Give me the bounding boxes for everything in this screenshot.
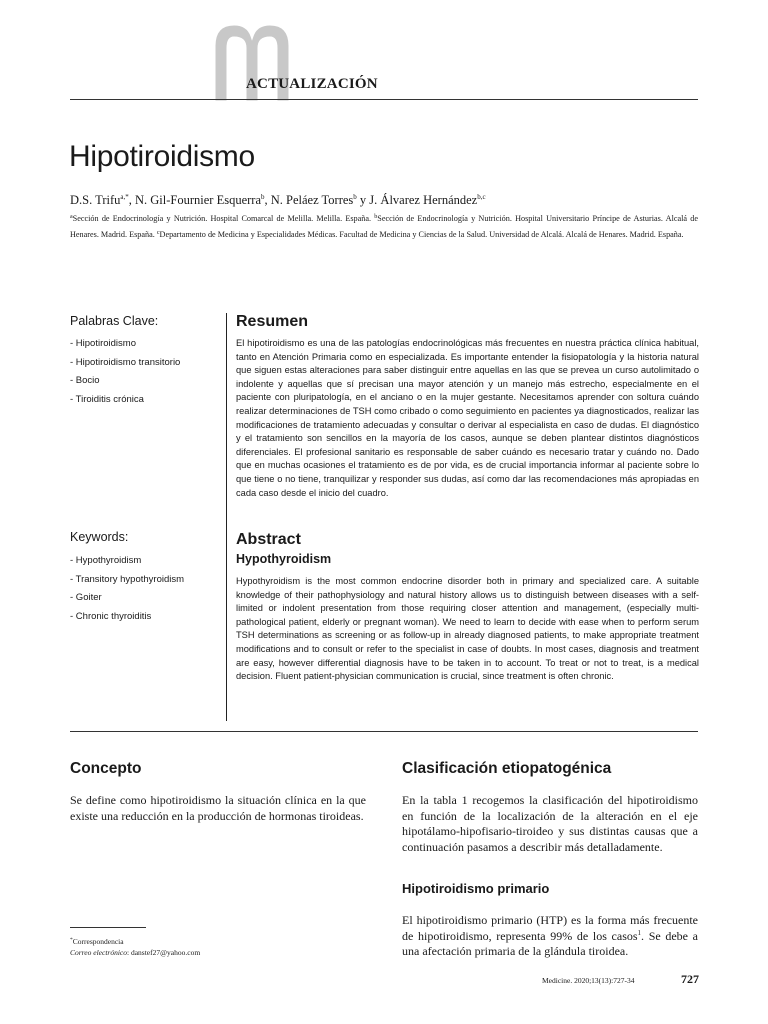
author-affiliation-marker: b	[261, 193, 265, 201]
section-label: ACTUALIZACIÓN	[246, 76, 378, 92]
keywords-es-heading: Palabras Clave:	[70, 314, 159, 328]
citation-ref: 1	[637, 928, 642, 937]
hp-text-part2: . Se debe a una afectación primaria de la glándula tiroidea.	[402, 928, 698, 959]
footnote-correspondence	[70, 937, 124, 946]
column-divider	[226, 313, 227, 721]
hipotiroidismo-primario-heading: Hipotiroidismo primario	[402, 881, 550, 896]
author-affiliation-marker: b	[353, 193, 357, 201]
footnote-divider	[70, 927, 146, 928]
author-name: N. Peláez Torres	[270, 193, 354, 207]
author-name: N. Gil-Fournier Esquerra	[134, 193, 261, 207]
resumen-text: El hipotiroidismo es una de las patologías endocrinológicas más frecuentes en nuestra práctica clínica habitual, tanto en Atención Primaria como en especializada. Es importante entender la fisiopatología y la historia natural que siguen estas alteraciones para saber distinguir entre aquellas en las que se prevea un curso autolimitado o indolente y aquellas que sí precisan una mayor atención y un manejo más estrecho, especialmente en el paciente con pluripatología, en el anciano o en la mujer gestante. Necesitamos aprender con soltura cuándo realizar determinaciones de TSH como cribado o como seguimiento en pacientes ya diagnosticados, realizar las modificaciones de tratamiento adecuadas y consultar o derivar al especialista en caso de dudas. El diagnóstico y el tratamiento son sencillos en la mayoría de los casos, aunque se deben plantear distintos diagnósticos diferenciales. El profesional sanitario es responsable de saber cuándo es necesario tratar y cuándo no. Dado que en muchas ocasiones el tratamiento es de por vida, es de crucial importancia informar al paciente sobre lo que tiene o no tiene, tranquilizar y responder sus dudas, así como dar las recomendaciones más apropiadas en cada caso desde el inicio del cuadro.	[236, 338, 699, 498]
abstract-subheading: Hypothyroidism	[236, 552, 332, 566]
abstract-heading: Abstract	[236, 531, 301, 548]
keyword-item: - Transitory hypothyroidism	[70, 573, 185, 585]
page-number: 727	[681, 972, 699, 986]
article-title: Hipotiroidismo	[69, 140, 255, 173]
affiliations	[70, 211, 698, 243]
affiliation-text: Sección de Endocrinología y Nutrición. Hospital Comarcal de Melilla. Melilla. España.	[72, 214, 375, 223]
footnote-marker: *	[70, 937, 73, 943]
journal-logo	[214, 22, 290, 107]
email-address: : danstef27@yahoo.com	[127, 948, 201, 957]
author-affiliation-marker: a,*	[120, 193, 129, 201]
footer-citation: Medicine. 2020;13(13):727-34	[542, 976, 635, 985]
keyword-item: - Tiroiditis crónica	[70, 393, 144, 405]
header-divider	[70, 99, 698, 100]
author-list	[70, 193, 486, 208]
concepto-heading: Concepto	[70, 760, 142, 777]
keyword-item: - Chronic thyroiditis	[70, 610, 152, 622]
affiliation-marker: a	[70, 214, 73, 220]
footnote-email	[70, 948, 200, 957]
keyword-item: - Hypothyroidism	[70, 555, 142, 566]
author-name: J. Álvarez Hernández	[369, 193, 478, 207]
author-name: D.S. Trifu	[70, 193, 121, 207]
author-affiliation-marker: b,c	[477, 193, 486, 201]
concepto-text: Se define como hipotiroidismo la situación clínica en la que existe una reducción en la producción de hormonas tiroideas.	[70, 793, 366, 823]
abstract-text: Hypothyroidism is the most common endocrine disorder both in primary and specialized care. A suitable knowledge of their pathophysiology and natural history allows us to distinguish between diseases with a self-limited or indolent presentation from those requiring closer attention and management, (especially multi-pathological patient, elderly or pregnant woman). We need to learn to decide with ease when to perform serum TSH determinations as screening or as follow-up in already diagnosed patients, to make appropriate treatment modifications and to consult or refer to the specialist in case of doubts. In most cases, diagnosis and treatment are easy, however differential diagnosis have to be taken in to account. To treat or not to treat, is a medical decision. Fluent patient-physician communication is crucial, since treatment is often chronic.	[236, 576, 699, 682]
hipotiroidismo-primario-text	[402, 913, 698, 960]
keywords-en-list	[70, 552, 184, 626]
author-separator: ,	[264, 193, 271, 207]
affiliation-text: Sección de Endocrinología y Nutrición. Hospital Universitario Príncipe de Asturias. Alcalá de Henares. Madrid. España.	[70, 214, 698, 239]
clasificacion-heading: Clasificación etiopatogénica	[402, 760, 612, 777]
keyword-item: - Hipotiroidismo	[70, 338, 136, 349]
keywords-es-list	[70, 335, 180, 409]
affiliation-marker: c	[156, 230, 160, 236]
keyword-item: - Goiter	[70, 592, 102, 603]
keyword-item: - Hipotiroidismo transitorio	[70, 356, 181, 368]
author-separator: ,	[128, 193, 135, 207]
email-label: Correo electrónico	[70, 948, 128, 957]
affiliation-text: Departamento de Medicina y Especialidades Médicas. Facultad de Medicina y Ciencias de la Salud. Universidad de Alcalá. Alcalá de Henares. Madrid. España.	[159, 230, 684, 239]
keyword-item: - Bocio	[70, 375, 100, 386]
resumen-heading: Resumen	[236, 313, 309, 330]
correspondence-label: Correspondencia	[72, 937, 124, 946]
affiliation-marker: b	[374, 214, 378, 220]
author-separator: y	[356, 193, 370, 207]
hp-text-part1: El hipotiroidismo primario (HTP) es la forma más frecuente de hipotiroidismo, representa 99% de los casos	[402, 913, 698, 943]
section-divider	[70, 731, 698, 732]
keywords-en-heading: Keywords:	[70, 530, 129, 544]
clasificacion-text: En la tabla 1 recogemos la clasificación del hipotiroidismo en función de la localización de la alteración en el eje hipotálamo-hipofisario-tiroideo y sus distintas causas que a continuación pasamos a describir más detalladamente.	[402, 793, 698, 854]
